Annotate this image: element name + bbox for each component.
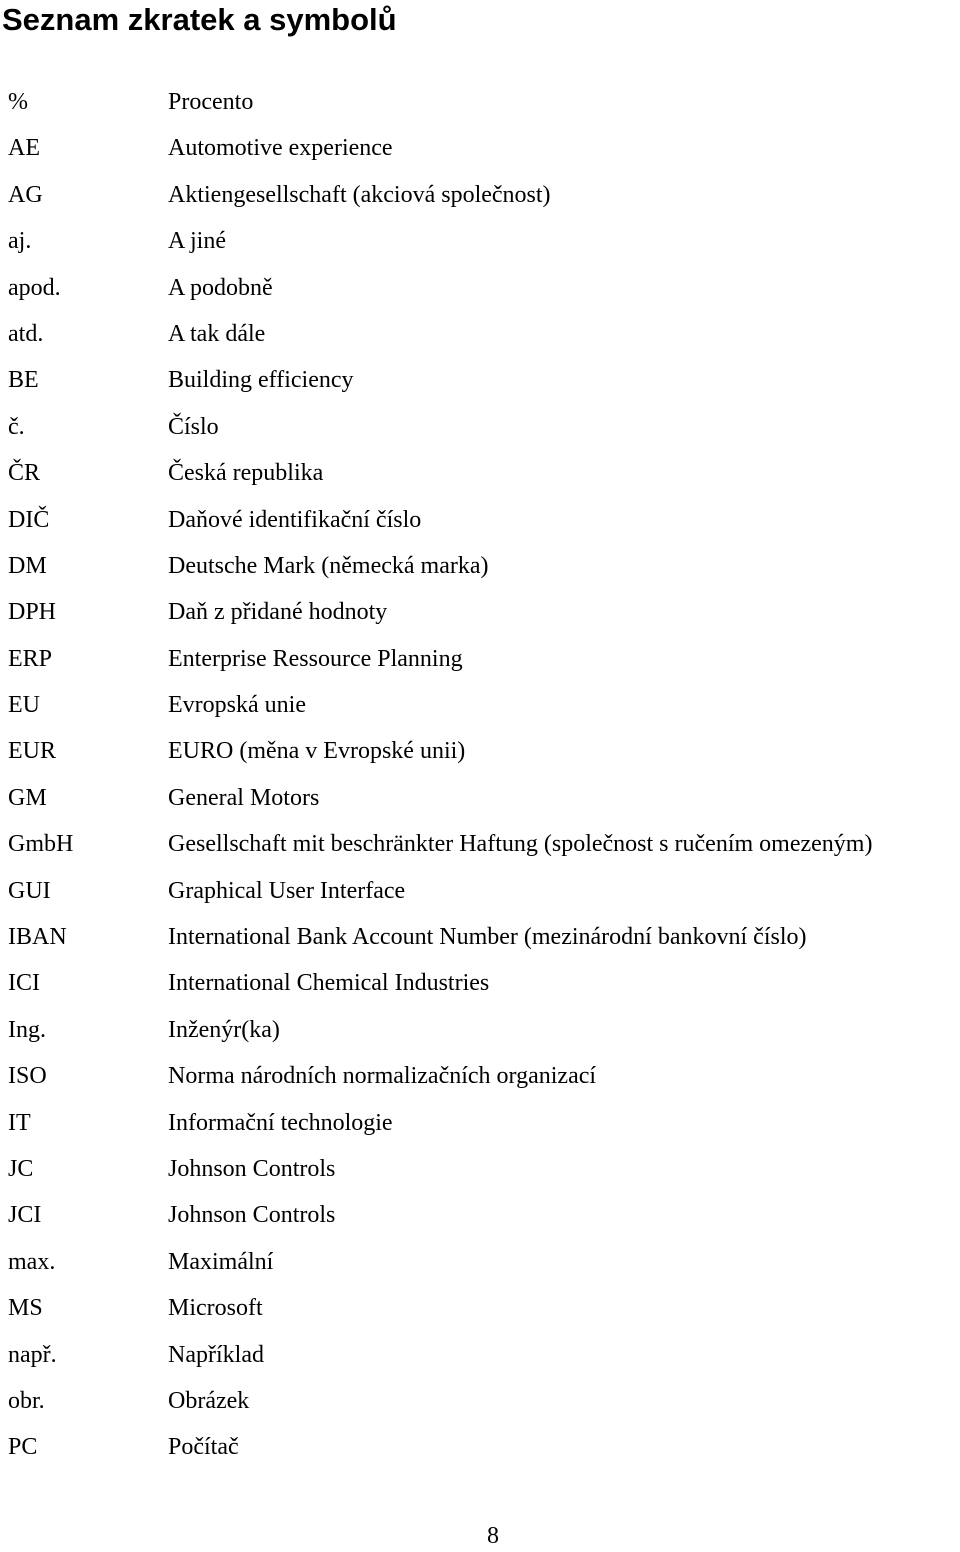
abbreviation-definition: A podobně — [168, 274, 273, 301]
abbreviation-row — [0, 1053, 960, 1099]
abbreviation-definition: Aktiengesellschaft (akciová společnost) — [168, 181, 551, 208]
abbreviation-list — [0, 79, 960, 1471]
abbreviation-row — [0, 1424, 960, 1470]
abbreviation-term: IT — [8, 1109, 31, 1136]
page-number: 8 — [487, 1523, 499, 1549]
abbreviation-term: AE — [8, 135, 40, 162]
abbreviation-row — [0, 311, 960, 357]
abbreviation-row — [0, 1146, 960, 1192]
abbreviation-term: GmbH — [8, 831, 74, 858]
abbreviation-definition: A tak dále — [168, 320, 266, 347]
abbreviation-definition: Graphical User Interface — [168, 877, 406, 904]
abbreviation-definition: EURO (měna v Evropské unii) — [168, 738, 466, 765]
abbreviation-term: apod. — [8, 274, 61, 301]
abbreviation-term: GUI — [8, 877, 51, 904]
abbreviation-term: DPH — [8, 599, 57, 626]
abbreviation-definition: Gesellschaft mit beschränkter Haftung (společnost s ručením omezeným) — [168, 831, 873, 858]
abbreviation-definition: Johnson Controls — [168, 1155, 336, 1182]
abbreviation-row — [0, 125, 960, 171]
abbreviation-term: DM — [8, 552, 47, 579]
abbreviation-term: AG — [8, 181, 43, 208]
abbreviation-row — [0, 404, 960, 450]
abbreviation-row — [0, 1192, 960, 1238]
abbreviation-term: Ing. — [8, 1016, 46, 1043]
abbreviation-row — [0, 79, 960, 125]
abbreviation-definition: International Bank Account Number (mezinárodní bankovní číslo) — [168, 924, 807, 951]
abbreviation-row — [0, 1285, 960, 1331]
abbreviation-term: % — [8, 89, 28, 115]
abbreviation-definition: Informační technologie — [168, 1109, 393, 1136]
abbreviation-row — [0, 960, 960, 1006]
abbreviation-definition: International Chemical Industries — [168, 970, 490, 997]
abbreviation-term: č. — [8, 413, 25, 440]
abbreviation-definition: Deutsche Mark (německá marka) — [168, 552, 489, 579]
abbreviation-definition: Procento — [168, 89, 254, 115]
abbreviation-definition: General Motors — [168, 784, 320, 811]
abbreviation-definition: Daň z přidané hodnoty — [168, 599, 388, 626]
abbreviation-term: max. — [8, 1248, 56, 1275]
abbreviation-term: EUR — [8, 738, 56, 765]
abbreviation-row — [0, 265, 960, 311]
abbreviation-row — [0, 1378, 960, 1424]
abbreviation-definition: Johnson Controls — [168, 1202, 336, 1229]
abbreviation-row — [0, 589, 960, 635]
abbreviation-row — [0, 1100, 960, 1146]
abbreviation-row — [0, 1239, 960, 1285]
abbreviation-term: PC — [8, 1434, 38, 1461]
abbreviation-definition: Maximální — [168, 1248, 274, 1275]
page-title: Seznam zkratek a symbolů — [2, 2, 397, 37]
abbreviation-definition: Norma národních normalizačních organizací — [168, 1063, 597, 1090]
abbreviation-row — [0, 682, 960, 728]
abbreviation-definition: Česká republika — [168, 460, 324, 487]
abbreviation-definition: Daňové identifikační číslo — [168, 506, 422, 533]
abbreviation-definition: Číslo — [168, 413, 219, 440]
abbreviation-term: DIČ — [8, 506, 50, 533]
abbreviation-term: atd. — [8, 320, 44, 347]
abbreviation-term: MS — [8, 1295, 43, 1322]
abbreviation-term: aj. — [8, 228, 32, 255]
abbreviation-term: ISO — [8, 1063, 47, 1090]
abbreviation-row — [0, 357, 960, 403]
abbreviation-term: obr. — [8, 1387, 45, 1414]
abbreviation-definition: Počítač — [168, 1434, 239, 1461]
abbreviation-row — [0, 543, 960, 589]
abbreviation-row — [0, 497, 960, 543]
abbreviation-term: ČR — [8, 460, 41, 487]
abbreviation-term: ICI — [8, 970, 40, 997]
abbreviation-definition: Například — [168, 1341, 264, 1368]
abbreviation-term: např. — [8, 1341, 57, 1368]
abbreviation-row — [0, 172, 960, 218]
abbreviation-term: JC — [8, 1155, 34, 1182]
abbreviation-definition: Automotive experience — [168, 135, 393, 162]
abbreviation-definition: Microsoft — [168, 1295, 263, 1322]
abbreviation-definition: Building efficiency — [168, 367, 354, 394]
abbreviation-row — [0, 1332, 960, 1378]
abbreviation-row — [0, 1007, 960, 1053]
abbreviation-definition: Obrázek — [168, 1387, 250, 1414]
abbreviation-definition: Inženýr(ka) — [168, 1016, 280, 1043]
abbreviation-term: BE — [8, 367, 39, 394]
abbreviation-term: EU — [8, 692, 40, 719]
abbreviation-row — [0, 821, 960, 867]
abbreviation-definition: Enterprise Ressource Planning — [168, 645, 463, 672]
abbreviation-definition: A jiné — [168, 228, 226, 255]
abbreviation-row — [0, 728, 960, 774]
abbreviation-row — [0, 218, 960, 264]
abbreviation-term: JCI — [8, 1202, 42, 1229]
abbreviation-term: IBAN — [8, 924, 67, 951]
abbreviation-definition: Evropská unie — [168, 692, 306, 719]
abbreviation-row — [0, 914, 960, 960]
abbreviation-row — [0, 636, 960, 682]
abbreviation-row — [0, 868, 960, 914]
abbreviation-row — [0, 450, 960, 496]
abbreviation-term: GM — [8, 784, 47, 811]
abbreviation-row — [0, 775, 960, 821]
abbreviation-term: ERP — [8, 645, 53, 672]
